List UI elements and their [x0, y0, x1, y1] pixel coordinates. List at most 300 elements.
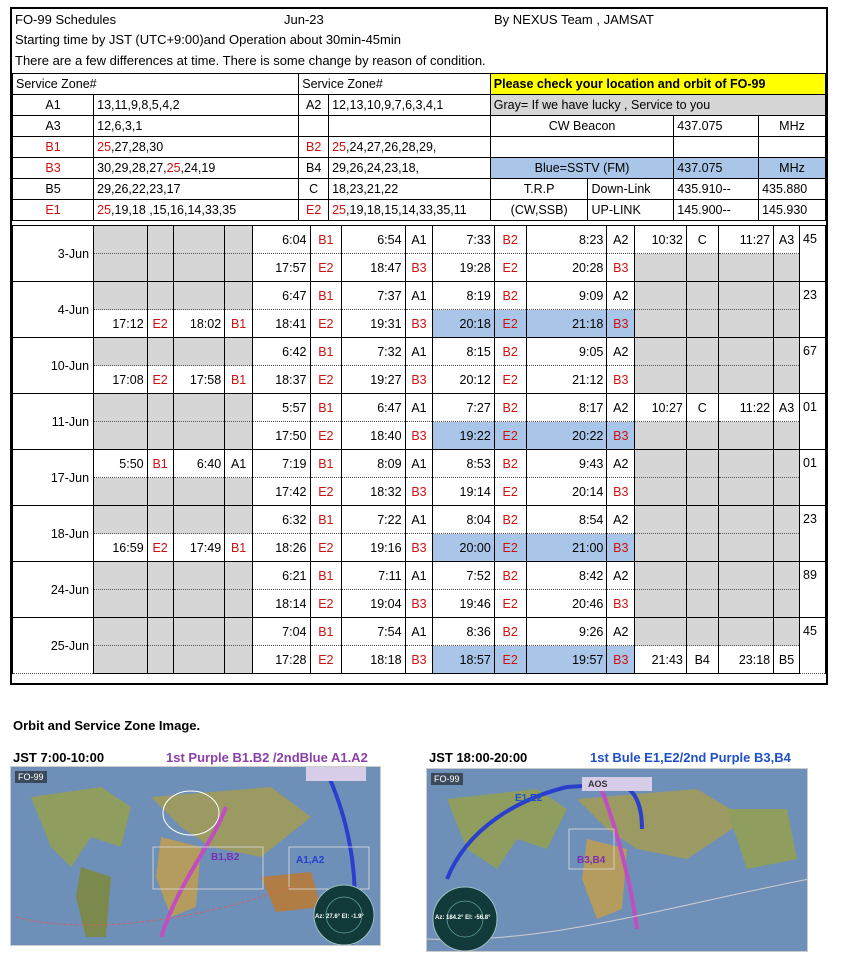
pass-zone: E2: [310, 590, 342, 618]
pass-zone: B1: [310, 338, 342, 366]
pass-time: 19:46: [433, 590, 494, 618]
orbit-number: 67: [800, 338, 826, 394]
pass-time: 9:26: [526, 618, 607, 646]
pass-zone: B1: [310, 450, 342, 478]
zone-code-empty: [299, 116, 329, 137]
pass-zone: A1: [405, 450, 433, 478]
pass-zone: E2: [494, 646, 526, 674]
sstv-legend: Blue=SSTV (FM): [490, 158, 674, 179]
empty-slot: [635, 366, 687, 394]
cw-beacon-unit: MHz: [759, 116, 826, 137]
empty-slot: [718, 254, 774, 282]
pass-time: 17:58: [173, 366, 225, 394]
pass-time: 18:37: [253, 366, 310, 394]
empty-slot: [718, 366, 774, 394]
pass-time: 8:53: [433, 450, 494, 478]
pass-zone: A1: [405, 282, 433, 310]
empty-slot: [225, 422, 253, 450]
schedule-row: [13, 366, 826, 394]
zone-values: 25,27,28,30: [94, 137, 299, 158]
map1-sat-tag: FO-99: [15, 771, 47, 783]
empty-slot: [147, 394, 173, 422]
pass-zone: B3: [405, 534, 433, 562]
pass-zone: E2: [147, 366, 173, 394]
pass-zone: A2: [607, 506, 635, 534]
pass-time: 8:23: [526, 226, 607, 254]
pass-zone: A2: [607, 282, 635, 310]
pass-zone: B2: [494, 450, 526, 478]
empty-slot: [718, 590, 774, 618]
zone-code: E1: [13, 200, 94, 221]
empty-slot: [173, 562, 225, 590]
schedule-sheet: [10, 7, 828, 685]
empty-slot: [94, 590, 148, 618]
empty-slot: [718, 618, 774, 646]
pass-time: 18:41: [253, 310, 310, 338]
empty-slot: [686, 590, 718, 618]
zone-code: B5: [13, 179, 94, 200]
pass-time: 9:09: [526, 282, 607, 310]
empty-slot: [686, 254, 718, 282]
empty-slot: [94, 282, 148, 310]
trp-label: T.R.P: [490, 179, 588, 200]
empty-slot: [635, 254, 687, 282]
empty-slot: [173, 590, 225, 618]
pass-zone: B1: [310, 618, 342, 646]
schedule-row: [13, 282, 826, 310]
pass-zone: B3: [607, 366, 635, 394]
pass-zone: E2: [310, 366, 342, 394]
map1-time: JST 7:00-10:00: [13, 750, 105, 765]
pass-zone: A2: [607, 450, 635, 478]
pass-schedule-table: [12, 225, 826, 674]
pass-time: 10:32: [635, 226, 687, 254]
empty-slot: [774, 534, 800, 562]
pass-zone: E2: [310, 310, 342, 338]
zone-code: E2: [299, 200, 329, 221]
empty-slot: [147, 338, 173, 366]
pass-time: 21:43: [635, 646, 687, 674]
empty-slot: [225, 254, 253, 282]
pass-time: 20:00: [433, 534, 494, 562]
pass-time: 17:49: [173, 534, 225, 562]
pass-zone: B2: [494, 506, 526, 534]
empty-slot: [718, 478, 774, 506]
pass-time: 8:42: [526, 562, 607, 590]
orbit-number: 01: [800, 450, 826, 506]
pass-time: 19:31: [342, 310, 405, 338]
pass-zone: B1: [147, 450, 173, 478]
pass-zone: B2: [494, 282, 526, 310]
empty-slot: [147, 226, 173, 254]
pass-time: 11:22: [718, 394, 774, 422]
empty-slot: [635, 282, 687, 310]
pass-zone: B3: [405, 254, 433, 282]
world-map-evening: [427, 769, 808, 952]
empty-slot: [774, 506, 800, 534]
pass-zone: A2: [607, 562, 635, 590]
pass-zone: E2: [310, 646, 342, 674]
empty-slot: [94, 562, 148, 590]
pass-time: 7:54: [342, 618, 405, 646]
empty-slot: [147, 506, 173, 534]
pass-time: 7:33: [433, 226, 494, 254]
pass-zone: A1: [405, 562, 433, 590]
pass-time: 17:28: [253, 646, 310, 674]
start-time-note: Starting time by JST (UTC+9:00)and Operation about 30min-45min: [15, 32, 401, 47]
pass-zone: A2: [607, 338, 635, 366]
pass-time: 5:50: [94, 450, 148, 478]
empty-slot: [147, 562, 173, 590]
zone-values-empty: [329, 116, 491, 137]
empty-slot: [147, 422, 173, 450]
pass-time: 6:47: [253, 282, 310, 310]
schedule-row: [13, 618, 826, 646]
pass-time: 8:04: [433, 506, 494, 534]
pass-time: 8:09: [342, 450, 405, 478]
map2-sat-tag: FO-99: [431, 773, 463, 785]
pass-zone: B2: [494, 562, 526, 590]
pass-zone: A3: [774, 394, 800, 422]
empty-slot: [774, 618, 800, 646]
date-cell: 17-Jun: [13, 450, 94, 506]
schedule-row: [13, 394, 826, 422]
schedule-row: [13, 646, 826, 674]
pass-time: 6:47: [342, 394, 405, 422]
pass-zone: B3: [405, 422, 433, 450]
empty-cell: [674, 137, 759, 158]
schedule-row: [13, 590, 826, 618]
empty-slot: [94, 646, 148, 674]
zone-code: C: [299, 179, 329, 200]
pass-time: 18:47: [342, 254, 405, 282]
pass-zone: C: [686, 226, 718, 254]
empty-slot: [686, 338, 718, 366]
pass-time: 6:42: [253, 338, 310, 366]
downlink-freq-end: 435.880: [759, 179, 826, 200]
pass-time: 7:04: [253, 618, 310, 646]
empty-slot: [774, 562, 800, 590]
empty-slot: [94, 422, 148, 450]
pass-time: 8:36: [433, 618, 494, 646]
pass-zone: B3: [607, 590, 635, 618]
sstv-unit: MHz: [759, 158, 826, 179]
schedule-row: [13, 450, 826, 478]
pass-time: 18:18: [342, 646, 405, 674]
zone-values: 29,26,22,23,17: [94, 179, 299, 200]
pass-time: 6:04: [253, 226, 310, 254]
empty-slot: [225, 618, 253, 646]
pass-zone: E2: [494, 422, 526, 450]
sstv-freq: 437.075: [674, 158, 759, 179]
pass-time: 23:18: [718, 646, 774, 674]
empty-slot: [718, 338, 774, 366]
schedule-row: [13, 562, 826, 590]
gray-legend: Gray= If we have lucky , Service to you: [490, 95, 825, 116]
zone-code: B2: [299, 137, 329, 158]
pass-zone: B3: [607, 422, 635, 450]
zone-code: B4: [299, 158, 329, 179]
empty-slot: [718, 310, 774, 338]
empty-slot: [718, 506, 774, 534]
pass-time: 19:22: [433, 422, 494, 450]
schedule-row: [13, 478, 826, 506]
pass-zone: A2: [607, 394, 635, 422]
pass-time: 7:22: [342, 506, 405, 534]
empty-slot: [774, 450, 800, 478]
date-cell: 25-Jun: [13, 618, 94, 674]
pass-time: 6:40: [173, 450, 225, 478]
empty-slot: [225, 226, 253, 254]
pass-zone: A1: [405, 618, 433, 646]
pass-zone: E2: [147, 534, 173, 562]
pass-zone: B1: [310, 506, 342, 534]
pass-zone: E2: [310, 478, 342, 506]
pass-zone: B2: [494, 338, 526, 366]
empty-slot: [635, 506, 687, 534]
pass-zone: C: [686, 394, 718, 422]
empty-slot: [173, 618, 225, 646]
empty-slot: [686, 534, 718, 562]
pass-zone: A2: [607, 618, 635, 646]
empty-slot: [774, 478, 800, 506]
pass-time: 7:19: [253, 450, 310, 478]
pass-zone: A1: [405, 338, 433, 366]
pass-zone: E2: [310, 422, 342, 450]
empty-slot: [686, 282, 718, 310]
empty-slot: [686, 506, 718, 534]
empty-slot: [94, 506, 148, 534]
orbit-number: 23: [800, 282, 826, 338]
uplink-freq-end: 145.930: [759, 200, 826, 221]
map2-legend: 1st Bule E1,E2/2nd Purple B3,B4: [590, 750, 791, 765]
empty-slot: [94, 618, 148, 646]
empty-slot: [173, 226, 225, 254]
pass-zone: E2: [494, 478, 526, 506]
map2-zone-e: E1,E2: [515, 793, 543, 804]
empty-slot: [173, 422, 225, 450]
pass-zone: B3: [607, 478, 635, 506]
zone-values: 25,24,27,26,28,29,: [329, 137, 491, 158]
pass-time: 19:14: [433, 478, 494, 506]
pass-zone: E2: [494, 254, 526, 282]
pass-zone: B1: [310, 562, 342, 590]
orbit-map-evening: [426, 768, 808, 952]
pass-zone: B3: [405, 310, 433, 338]
pass-time: 17:08: [94, 366, 148, 394]
map1-zone-b: B1,B2: [211, 852, 240, 863]
orbit-map-morning: [10, 766, 381, 946]
pass-zone: B3: [607, 646, 635, 674]
empty-slot: [635, 618, 687, 646]
pass-time: 20:28: [526, 254, 607, 282]
empty-slot: [686, 478, 718, 506]
empty-slot: [774, 310, 800, 338]
pass-time: 8:15: [433, 338, 494, 366]
pass-time: 21:12: [526, 366, 607, 394]
pass-time: 19:04: [342, 590, 405, 618]
pass-zone: A1: [405, 506, 433, 534]
mode-label: (CW,SSB): [490, 200, 588, 221]
empty-slot: [147, 282, 173, 310]
map2-aos-tag: AOS: [588, 779, 608, 789]
pass-zone: B3: [607, 254, 635, 282]
empty-slot: [718, 282, 774, 310]
pass-zone: E2: [147, 310, 173, 338]
date-cell: 11-Jun: [13, 394, 94, 450]
pass-zone: A2: [607, 226, 635, 254]
pass-time: 7:32: [342, 338, 405, 366]
pass-zone: E2: [310, 534, 342, 562]
downlink-freq-start: 435.910--: [674, 179, 759, 200]
pass-time: 11:27: [718, 226, 774, 254]
pass-time: 6:21: [253, 562, 310, 590]
empty-slot: [774, 590, 800, 618]
pass-zone: E2: [494, 590, 526, 618]
empty-slot: [225, 394, 253, 422]
pass-time: 7:52: [433, 562, 494, 590]
team-label: By NEXUS Team , JAMSAT: [494, 12, 654, 27]
pass-zone: A1: [405, 226, 433, 254]
empty-slot: [686, 310, 718, 338]
empty-slot: [173, 478, 225, 506]
pass-time: 18:40: [342, 422, 405, 450]
empty-slot: [173, 254, 225, 282]
zone-code: B3: [13, 158, 94, 179]
pass-zone: E2: [494, 366, 526, 394]
zone-values: 18,23,21,22: [329, 179, 491, 200]
pass-zone: E2: [494, 310, 526, 338]
sheet-title: FO-99 Schedules: [15, 12, 117, 27]
empty-slot: [718, 562, 774, 590]
empty-slot: [635, 310, 687, 338]
pass-time: 20:18: [433, 310, 494, 338]
pass-time: 18:02: [173, 310, 225, 338]
empty-slot: [774, 366, 800, 394]
pass-time: 9:43: [526, 450, 607, 478]
empty-slot: [718, 422, 774, 450]
uplink-label: UP-LINK: [588, 200, 674, 221]
empty-slot: [225, 282, 253, 310]
date-cell: 4-Jun: [13, 282, 94, 338]
schedule-row: [13, 226, 826, 254]
zone-head-right: Service Zone#: [299, 74, 491, 95]
empty-slot: [686, 366, 718, 394]
pass-time: 6:32: [253, 506, 310, 534]
empty-slot: [225, 562, 253, 590]
schedule-row: [13, 310, 826, 338]
map1-zone-a: A1,A2: [296, 855, 325, 866]
empty-slot: [94, 226, 148, 254]
schedule-row: [13, 338, 826, 366]
empty-slot: [774, 338, 800, 366]
downlink-label: Down-Link: [588, 179, 674, 200]
empty-slot: [774, 254, 800, 282]
pass-zone: B3: [405, 478, 433, 506]
zone-values: 25,19,18 ,15,16,14,33,35: [94, 200, 299, 221]
zone-head-left: Service Zone#: [13, 74, 299, 95]
empty-slot: [147, 646, 173, 674]
empty-slot: [686, 422, 718, 450]
date-cell: 10-Jun: [13, 338, 94, 394]
month-label: Jun-23: [284, 12, 324, 27]
empty-slot: [635, 534, 687, 562]
empty-slot: [173, 506, 225, 534]
map1-legend: 1st Purple B1.B2 /2ndBlue A1.A2: [166, 750, 368, 765]
pass-time: 5:57: [253, 394, 310, 422]
pass-zone: B5: [774, 646, 800, 674]
pass-zone: E2: [494, 534, 526, 562]
pass-time: 18:32: [342, 478, 405, 506]
pass-time: 18:26: [253, 534, 310, 562]
pass-zone: B1: [225, 310, 253, 338]
pass-time: 6:54: [342, 226, 405, 254]
zone-values: 12,13,10,9,7,6,3,4,1: [329, 95, 491, 116]
pass-zone: B1: [310, 226, 342, 254]
pass-time: 7:37: [342, 282, 405, 310]
pass-time: 8:54: [526, 506, 607, 534]
zone-code: A3: [13, 116, 94, 137]
cw-beacon-freq: 437.075: [674, 116, 759, 137]
empty-slot: [686, 450, 718, 478]
pass-time: 8:19: [433, 282, 494, 310]
pass-time: 17:12: [94, 310, 148, 338]
zone-values: 29,26,24,23,18,: [329, 158, 491, 179]
orbit-number: 23: [800, 506, 826, 562]
pass-zone: B3: [405, 590, 433, 618]
empty-slot: [635, 562, 687, 590]
empty-slot: [686, 562, 718, 590]
pass-time: 19:16: [342, 534, 405, 562]
orbit-number: 89: [800, 562, 826, 618]
empty-slot: [94, 478, 148, 506]
pass-zone: B4: [686, 646, 718, 674]
empty-slot: [147, 618, 173, 646]
pass-time: 10:27: [635, 394, 687, 422]
pass-time: 20:22: [526, 422, 607, 450]
empty-slot: [718, 534, 774, 562]
empty-slot: [774, 282, 800, 310]
empty-slot: [147, 590, 173, 618]
orbit-number: 01: [800, 394, 826, 450]
date-cell: 18-Jun: [13, 506, 94, 562]
cw-beacon-label: CW Beacon: [490, 116, 674, 137]
empty-slot: [635, 338, 687, 366]
difference-note: There are a few differences at time. There is some change by reason of condition.: [15, 53, 486, 68]
empty-slot: [718, 450, 774, 478]
zone-code: A2: [299, 95, 329, 116]
empty-slot: [147, 254, 173, 282]
pass-zone: A3: [774, 226, 800, 254]
empty-slot: [635, 450, 687, 478]
empty-slot: [173, 282, 225, 310]
empty-slot: [774, 422, 800, 450]
empty-slot: [225, 338, 253, 366]
pass-time: 17:42: [253, 478, 310, 506]
empty-slot: [225, 506, 253, 534]
pass-zone: A1: [225, 450, 253, 478]
empty-slot: [94, 394, 148, 422]
zone-values: 13,11,9,8,5,4,2: [94, 95, 299, 116]
zone-values: 25,19,18,15,14,33,35,11: [329, 200, 491, 221]
pass-zone: B1: [310, 282, 342, 310]
empty-slot: [635, 478, 687, 506]
empty-slot: [94, 254, 148, 282]
pass-zone: B2: [494, 226, 526, 254]
empty-cell: [759, 137, 826, 158]
pass-time: 19:27: [342, 366, 405, 394]
map1-az-readout: Az: 27.6° El: -1.9°: [315, 914, 364, 920]
